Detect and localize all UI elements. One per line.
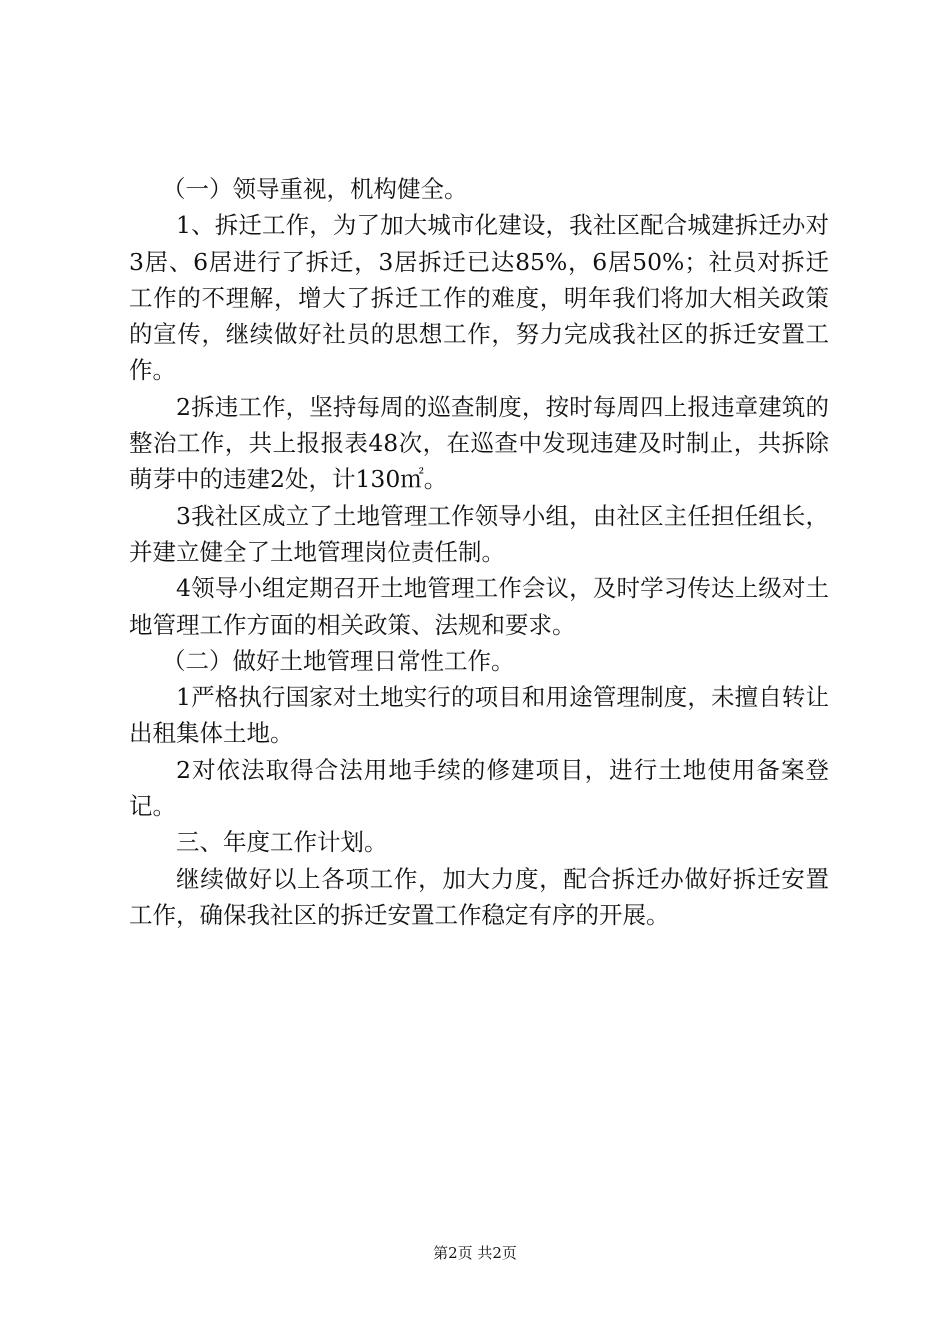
section-heading-daily-work: （二）做好土地管理日常性工作。 [162,646,515,675]
section-heading-leadership: （一）领导重视，机构健全。 [162,175,468,203]
section-heading-annual-plan: 三、年度工作计划。 [176,828,388,857]
paragraph-plan-summary: 继续做好以上各项工作，加大力度，配合拆迁办做好拆迁安置工作，确保我社区的拆迁安置工作稳定有序的开展。 [129,864,829,929]
paragraph-land-registration: 2对依法取得合法用地手续的修建项目，进行土地使用备案登记。 [129,755,829,821]
paragraph-land-management-group: 3我社区成立了土地管理工作领导小组，由社区主任担任组长，并建立健全了土地管理岗位责任制。 [129,501,829,566]
paragraph-land-management-meetings: 4领导小组定期召开土地管理工作会议，及时学习传达上级对土地管理工作方面的相关政策、法规和要求。 [129,574,829,639]
paragraph-land-use-system: 1严格执行国家对土地实行的项目和用途管理制度，未擅自转让出租集体土地。 [129,683,829,748]
page-number-footer: 第2页 共2页 [433,1244,517,1262]
paragraph-demolition-work: 1、拆迁工作，为了加大城市化建设，我社区配合城建拆迁办对3居、6居进行了拆迁，3居拆迁已达85%，6居50%；社员对拆迁工作的不理解，增大了拆迁工作的难度，明年我们将加大相关政策的宣传，继续做好社员的思想工作，努力完成我社区的拆迁安置工作。 [129,211,829,385]
document-body [129,171,829,933]
paragraph-illegal-construction: 2拆违工作，坚持每周的巡查制度，按时每周四上报违章建筑的整治工作，共上报报表48次，在巡查中发现违建及时制止，共拆除萌芽中的违建2处，计130㎡。 [129,392,829,494]
